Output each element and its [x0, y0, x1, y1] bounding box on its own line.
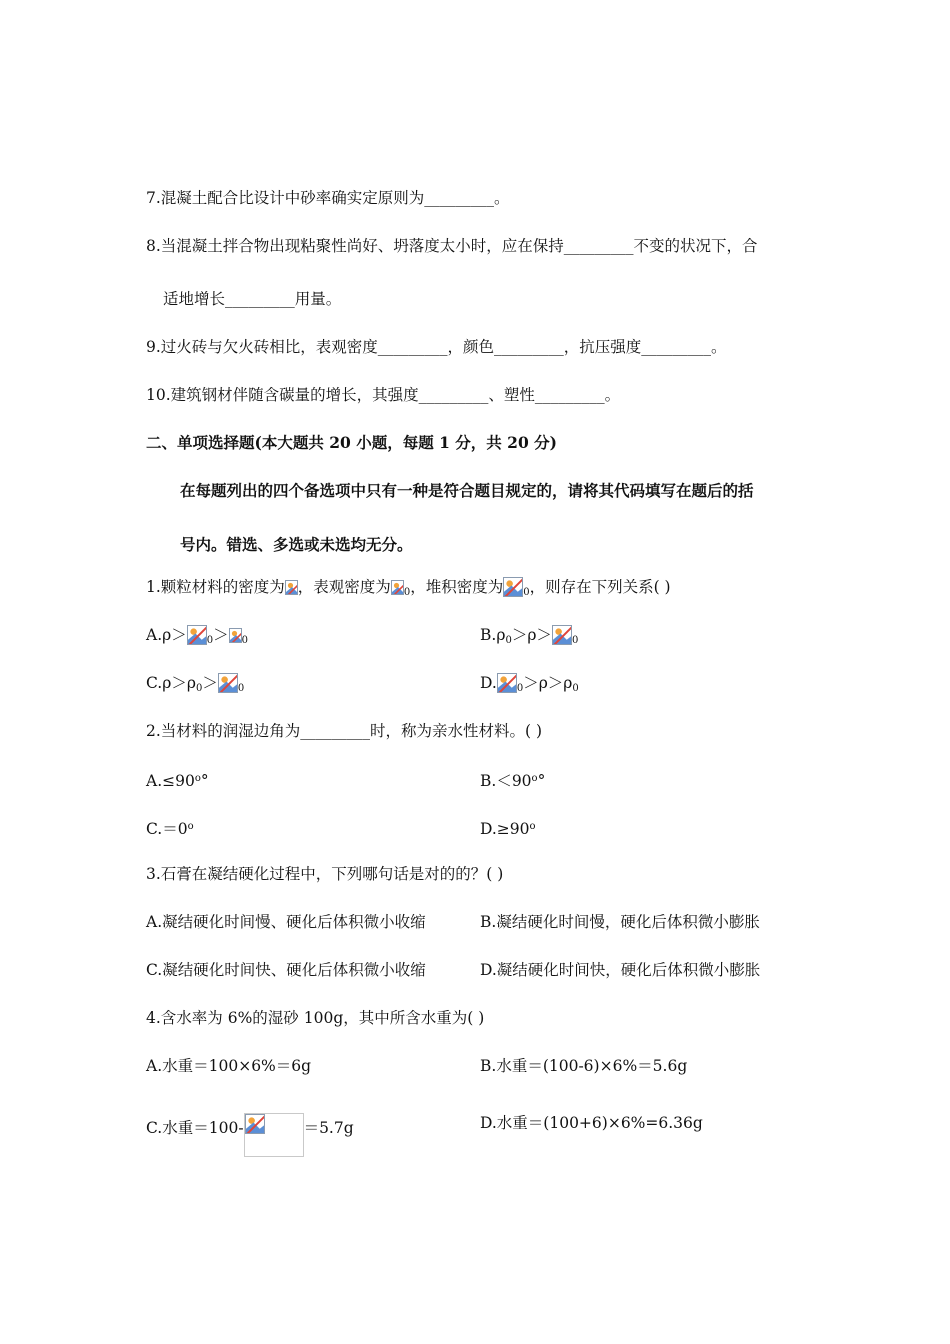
q2-option-a	[146, 769, 209, 791]
q1-b-mid: ＞ρ＞	[511, 626, 552, 644]
q1-subscript: 0	[206, 635, 214, 646]
broken-image-icon	[187, 625, 207, 645]
q4-option-a: A.水重＝100×6%＝6g	[146, 1057, 312, 1075]
q4-option-b: B.水重＝(100-6)×6%＝5.6g	[480, 1057, 688, 1075]
question-4-stem: 4.含水率为 6%的湿砂 100g，其中所含水重为( )	[146, 1009, 485, 1027]
broken-image-icon	[218, 673, 238, 693]
q1-stem-part2: ，表观密度为	[297, 578, 391, 596]
q2-a-text: A.≤90	[146, 772, 195, 790]
q4-c-pre: C.水重＝100-	[146, 1119, 244, 1137]
q1-option-a	[146, 625, 248, 651]
broken-image-icon	[497, 673, 517, 693]
image-placeholder	[244, 1113, 304, 1157]
question-9: 9.过火砖与欠火砖相比，表观密度_________，颜色_________，抗压强度_________。	[146, 338, 727, 356]
q4-option-d: D.水重＝(100+6)×6%=6.36g	[480, 1114, 703, 1132]
q1-d-pre: D.	[480, 674, 497, 692]
q2-option-c	[146, 817, 194, 839]
q1-subscript: 0	[237, 683, 245, 694]
q1-subscript: 0	[571, 635, 579, 646]
q1-subscript: 0	[505, 635, 512, 646]
q1-subscript: 0	[516, 683, 524, 694]
question-1-stem	[146, 577, 671, 603]
q1-stem-part4: ，则存在下列关系( )	[529, 578, 671, 596]
q1-b-pre: B.ρ	[480, 626, 506, 644]
broken-image-icon	[229, 628, 242, 643]
question-8-line2: 适地增长_________用量。	[163, 290, 342, 308]
q1-a-pre: A.ρ＞	[146, 626, 187, 644]
q1-option-c	[146, 673, 244, 699]
q1-subscript: 0	[523, 587, 530, 598]
broken-image-icon	[552, 625, 572, 645]
q2-c-text: C.＝0	[146, 820, 188, 838]
q1-stem-part1: 1.颗粒材料的密度为	[146, 578, 285, 596]
broken-image-icon	[503, 577, 523, 597]
degree-mark: o	[187, 821, 194, 832]
question-3-stem: 3.石膏在凝结硬化过程中，下列哪句话是对的的？( )	[146, 865, 504, 883]
q2-a-tail: °	[200, 772, 209, 790]
q1-subscript: 0	[403, 587, 411, 598]
q3-option-a: A.凝结硬化时间慢、硬化后体积微小收缩	[146, 913, 426, 931]
broken-image-icon	[391, 580, 404, 595]
q2-b-tail: °	[537, 772, 546, 790]
section-2-heading: 二、单项选择题(本大题共 20 小题，每题 1 分，共 20 分)	[146, 433, 557, 452]
q1-subscript: 0	[572, 683, 579, 694]
q1-option-d	[480, 673, 579, 699]
q3-option-c: C.凝结硬化时间快、硬化后体积微小收缩	[146, 961, 426, 979]
q2-d-text: D.≥90	[480, 820, 530, 838]
degree-mark: o	[194, 773, 201, 784]
q1-subscript: 0	[241, 635, 248, 646]
q2-option-b	[480, 769, 545, 791]
degree-mark: o	[529, 821, 536, 832]
question-10: 10.建筑钢材伴随含碳量的增长，其强度_________、塑性_________。	[146, 386, 621, 404]
section-2-instruction-line1: 在每题列出的四个备选项中只有一种是符合题目规定的，请将其代码填写在题后的括	[180, 481, 754, 500]
section-2-instruction-line2: 号内。错选、多选或未选均无分。	[180, 535, 413, 554]
q1-option-b	[480, 625, 578, 651]
q2-option-d	[480, 817, 536, 839]
q3-option-d: D.凝结硬化时间快，硬化后体积微小膨胀	[480, 961, 761, 979]
q4-option-c	[146, 1113, 354, 1157]
broken-image-icon	[245, 1114, 265, 1134]
q1-d-mid: ＞ρ＞ρ	[523, 674, 573, 692]
q4-c-post: ＝5.7g	[303, 1119, 354, 1137]
broken-image-icon	[285, 580, 298, 595]
q1-a-mid: ＞	[213, 626, 229, 644]
question-7: 7.混凝土配合比设计中砂率确实定原则为_________。	[146, 189, 510, 207]
q1-c-pre: C.ρ＞ρ	[146, 674, 196, 692]
q2-b-text: B.＜90	[480, 772, 532, 790]
q1-stem-part3: ，堆积密度为	[410, 578, 504, 596]
degree-mark: o	[531, 773, 538, 784]
q1-c-mid: ＞	[202, 674, 218, 692]
question-8-line1: 8.当混凝土拌合物出现粘聚性尚好、坍落度太小时，应在保持_________不变的状况下，合	[146, 237, 758, 255]
question-2-stem: 2.当材料的润湿边角为_________时，称为亲水性材料。( )	[146, 722, 543, 740]
q3-option-b: B.凝结硬化时间慢，硬化后体积微小膨胀	[480, 913, 760, 931]
q1-subscript: 0	[195, 683, 203, 694]
